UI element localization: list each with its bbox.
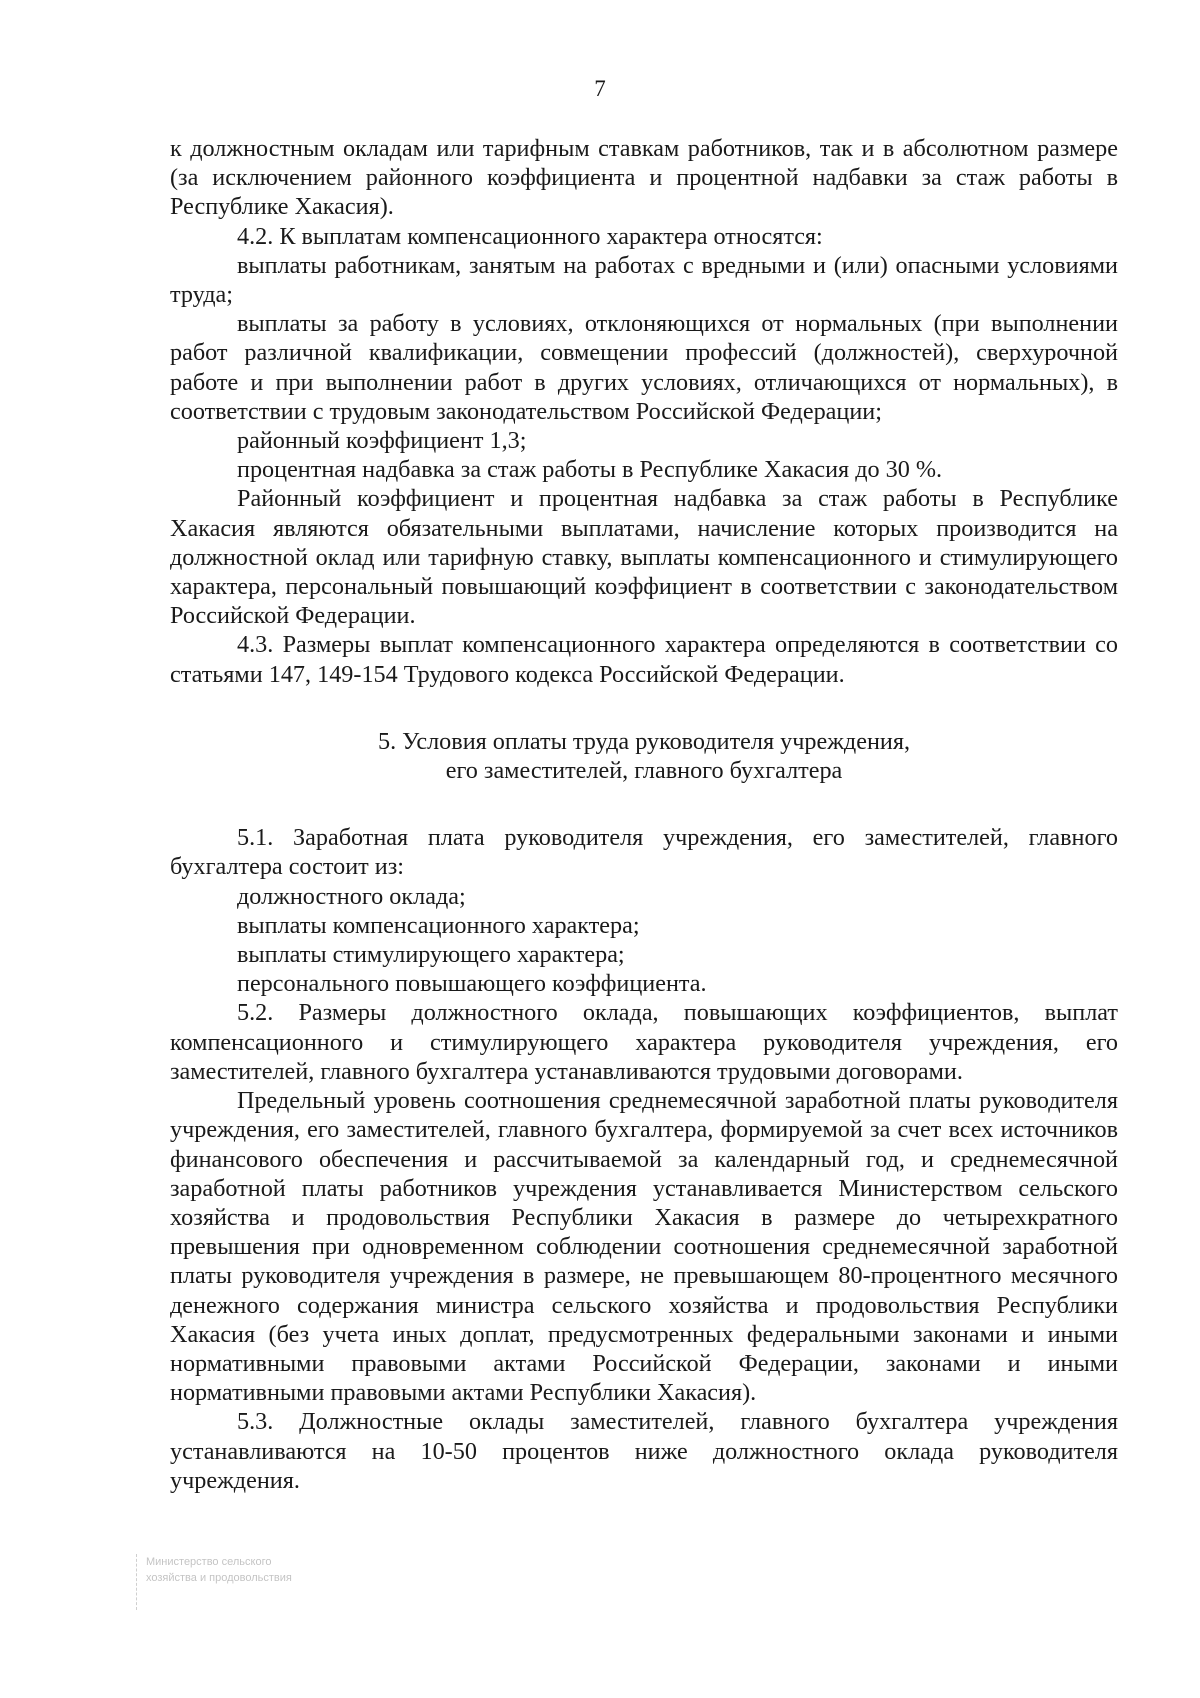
- list-item-regional-coefficient: районный коэффициент 1,3;: [237, 427, 527, 455]
- section-5-heading-line-1: 5. Условия оплаты труда руководителя учреждения,: [377, 727, 911, 755]
- section-5-heading-line-2: его заместителей, главного бухгалтера: [445, 757, 843, 785]
- paragraph-5-3: 5.3. Должностные оклады заместителей, главного бухгалтера учреждения устанавливаются на 10-50 процентов ниже должностного оклада руководителя учреждения.: [170, 1408, 1118, 1494]
- list-item-compensation: выплаты компенсационного характера;: [237, 911, 640, 939]
- list-item-abnormal-conditions: выплаты за работу в условиях, отклоняющихся от нормальных (при выполнении работ различной квалификации, совмещении профессий (должностей), сверхурочной работе и при выполнении работ в других условиях, отличающихся от нормальных), в соответствии с трудовым законодательством Российской Федерации;: [170, 310, 1118, 425]
- stamp-line-1: Министерство сельского: [146, 1556, 272, 1568]
- list-item-seniority-bonus: процентная надбавка за стаж работы в Республике Хакасия до 30 %.: [237, 456, 943, 484]
- faded-stamp: [136, 1554, 361, 1610]
- section-5-heading: [170, 727, 1118, 785]
- list-item-incentive: выплаты стимулирующего характера;: [237, 941, 625, 969]
- paragraph-salary-ratio: Предельный уровень соотношения среднемесячной заработной платы руководителя учреждения, его заместителей, главного бухгалтера, формируемой за счет всех источников финансового обеспечения и рассчитываемой за календарный год, и среднемесячной заработной платы работников учреждения устанавливается Министерством сельского хозяйства и продовольствия Республики Хакасия в размере до четырехкратного превышения при одновременном соблюдении соотношения среднемесячной заработной платы руководителя учреждения в размере, не превышающем 80-процентного месячного денежного содержания министра сельского хозяйства и продовольствия Республики Хакасия (без учета иных доплат, предусмотренных федеральными законами и иными нормативными правовыми актами Российской Федерации, законами и иными нормативными правовыми актами Республики Хакасия).: [170, 1087, 1118, 1407]
- paragraph-mandatory-payments: Районный коэффициент и процентная надбавка за стаж работы в Республике Хакасия являются обязательными выплатами, начисление которых производится на должностной оклад или тарифную ставку, выплаты компенсационного и стимулирующего характера, персональный повышающий коэффициент в соответствии с законодательством Российской Федерации.: [170, 485, 1118, 630]
- paragraph-continuation: к должностным окладам или тарифным ставкам работников, так и в абсолютном размере (за исключением районного коэффициента и процентной надбавки за стаж работы в Республике Хакасия).: [170, 135, 1118, 221]
- stamp-border: [136, 1554, 141, 1610]
- stamp-line-2: хозяйства и продовольствия: [146, 1572, 292, 1584]
- paragraph-4-3: 4.3. Размеры выплат компенсационного характера определяются в соответствии со статьями 147, 149-154 Трудового кодекса Российской Федерации.: [170, 631, 1118, 688]
- list-item-salary: должностного оклада;: [237, 882, 466, 910]
- paragraph-4-2: 4.2. К выплатам компенсационного характера относятся:: [237, 222, 823, 250]
- page-number: 7: [594, 76, 606, 101]
- list-item-personal-coefficient: персонального повышающего коэффициента.: [237, 970, 707, 998]
- paragraph-5-1: 5.1. Заработная плата руководителя учреждения, его заместителей, главного бухгалтера состоит из:: [170, 824, 1118, 881]
- document-body: [170, 134, 1118, 1495]
- list-item-harmful-conditions: выплаты работникам, занятым на работах с вредными и (или) опасными условиями труда;: [170, 251, 1118, 309]
- paragraph-5-2: 5.2. Размеры должностного оклада, повышающих коэффициентов, выплат компенсационного и стимулирующего характера руководителя учреждения, его заместителей, главного бухгалтера устанавливаются трудовыми договорами.: [170, 999, 1118, 1085]
